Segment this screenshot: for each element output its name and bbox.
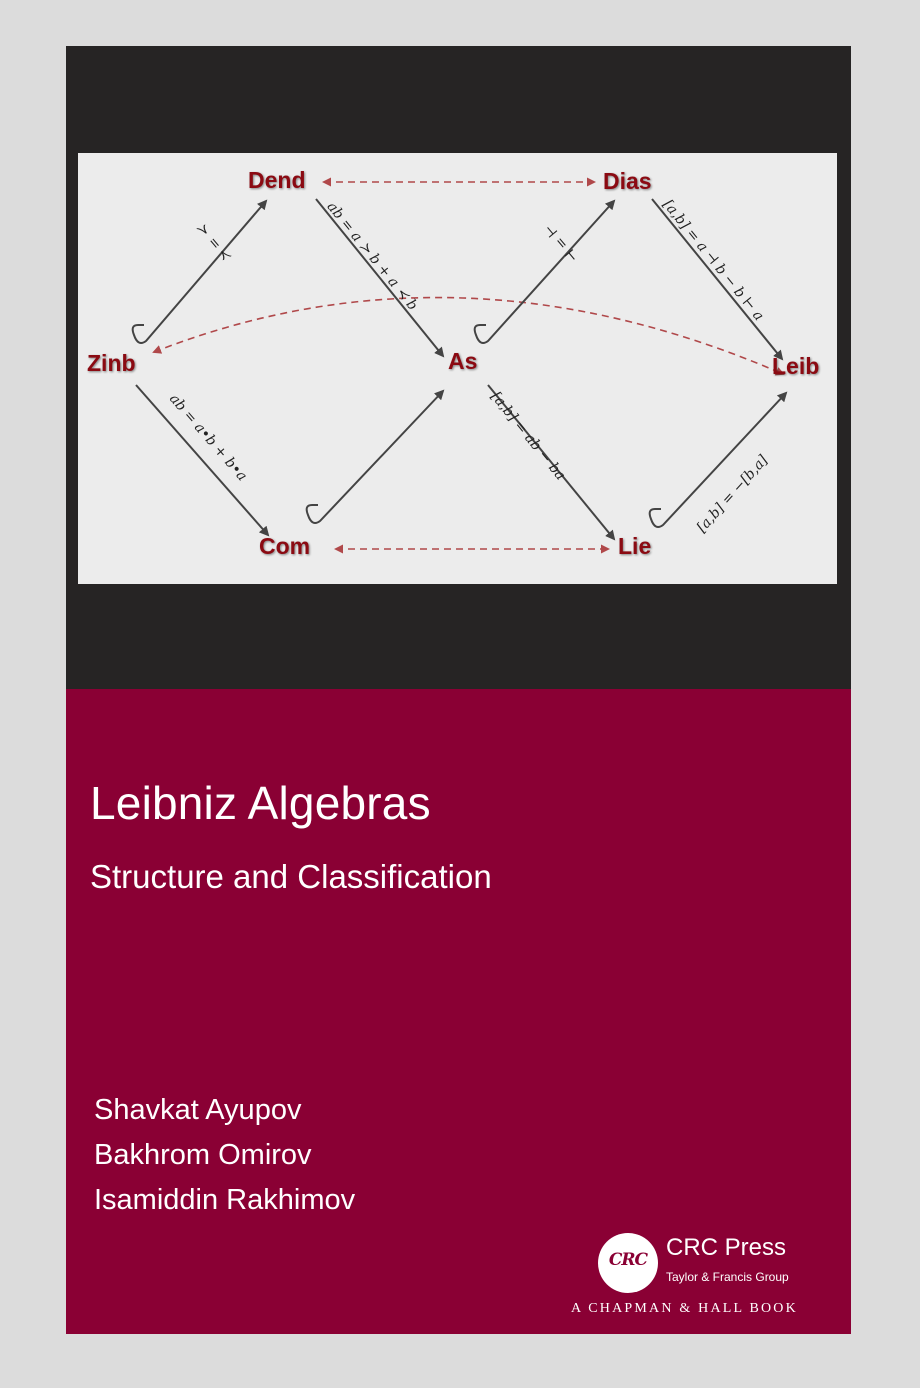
operad-diagram xyxy=(78,153,837,584)
book-subtitle: Structure and Classification xyxy=(90,858,492,895)
edge-label-zinb-dend: ≻ = ≺ xyxy=(194,220,236,265)
book-cover xyxy=(66,46,851,1334)
edge-label-zinb-com: ab = a•b + b•a xyxy=(165,391,250,485)
edge-label-as-dias: ⊣ = ⊢ xyxy=(541,220,583,265)
node-as: As xyxy=(448,348,478,374)
publisher-group: Taylor & Francis Group xyxy=(666,1270,789,1284)
edge-label-dias-leib: [a,b] = a ⊣ b − b ⊢ a xyxy=(659,197,767,324)
author-name: Shavkat Ayupov xyxy=(94,1094,302,1126)
publisher-name: CRC Press xyxy=(666,1234,787,1261)
crc-logo-text: CRC xyxy=(608,1250,648,1270)
zinb-com-arrow xyxy=(136,385,268,535)
publisher-imprint: A CHAPMAN & HALL BOOK xyxy=(571,1301,798,1316)
edge-label-lie-leib: [a,b] = −[b,a] xyxy=(694,452,772,536)
node-dend: Dend xyxy=(248,167,306,193)
edge-label-as-lie: [a,b] = ab − ba xyxy=(487,389,569,484)
com-as-arrow xyxy=(307,391,443,523)
author-name: Bakhrom Omirov xyxy=(94,1139,312,1171)
node-dias: Dias xyxy=(603,168,652,194)
cover-top-band xyxy=(66,46,851,689)
as-dias-arrow xyxy=(475,201,614,343)
author-list xyxy=(94,1088,355,1223)
node-zinb: Zinb xyxy=(87,350,136,376)
node-leib: Leib xyxy=(772,353,820,379)
node-com: Com xyxy=(259,533,311,559)
crc-logo-icon xyxy=(598,1233,658,1293)
author-name: Isamiddin Rakhimov xyxy=(94,1184,356,1216)
edge-label-dend-as: ab = a ≻ b + a ≺ b xyxy=(323,199,421,314)
node-lie: Lie xyxy=(618,533,652,559)
book-title: Leibniz Algebras xyxy=(90,777,431,829)
